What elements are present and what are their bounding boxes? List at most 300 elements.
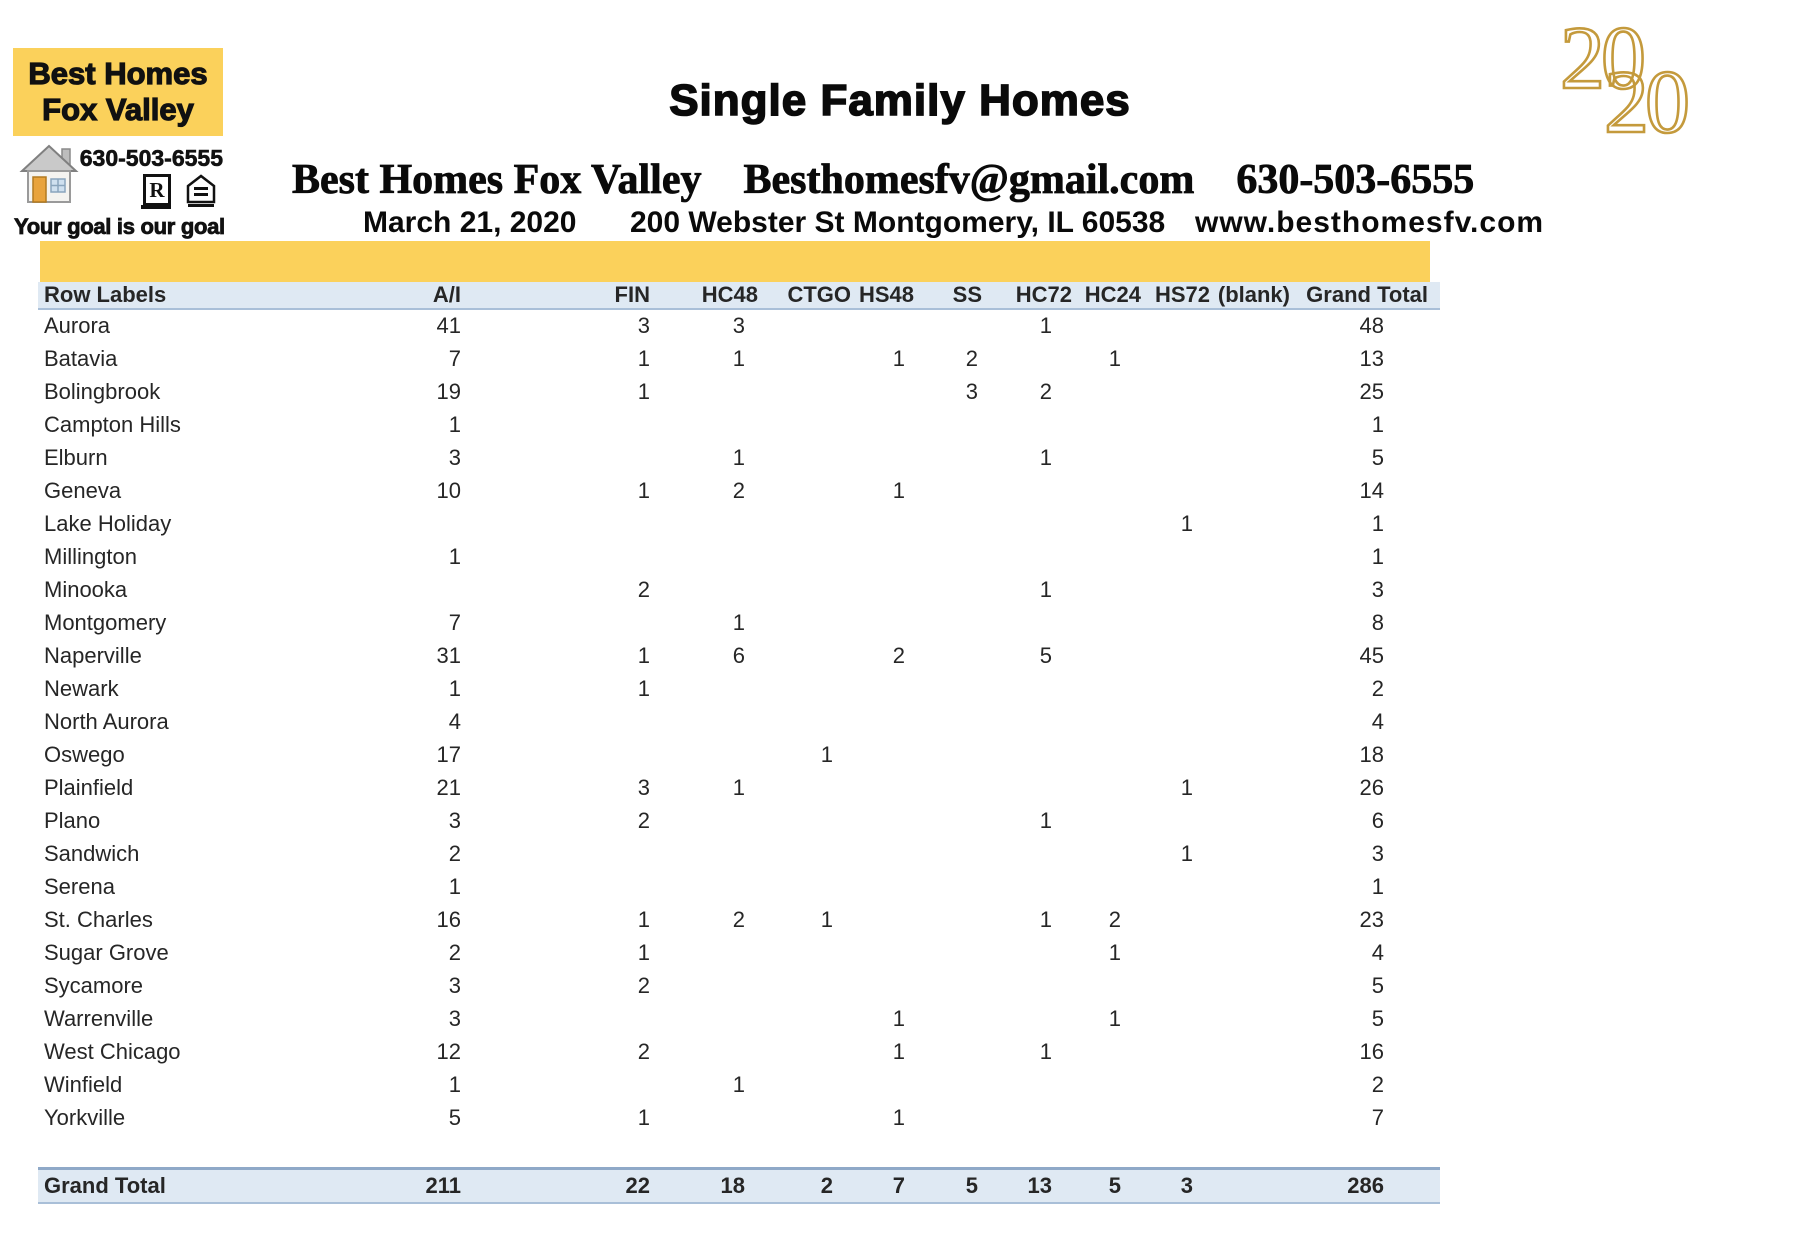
cell: 13 (1359, 345, 1384, 371)
cell (1212, 474, 1292, 507)
column-header-hc72: HC72 (984, 282, 1074, 309)
cell (984, 870, 1074, 903)
cell (1212, 969, 1292, 1002)
cell (984, 936, 1074, 969)
row-label: Sugar Grove (44, 939, 169, 965)
logo-text-line2: Fox Valley (42, 92, 194, 127)
cell: 2 (448, 939, 461, 965)
table-row (38, 1101, 1440, 1134)
table-row (38, 969, 1440, 1002)
cell (652, 507, 760, 540)
cell: 48 (1359, 313, 1384, 338)
cell (652, 969, 760, 1002)
cell (984, 1002, 1074, 1035)
cell: 1 (1108, 1005, 1121, 1031)
row-label: Campton Hills (44, 411, 181, 437)
cell (984, 540, 1074, 573)
table-row (38, 606, 1440, 639)
row-label: Elburn (44, 444, 108, 470)
cell: 1 (820, 906, 833, 932)
cell (916, 639, 984, 672)
cell (916, 870, 984, 903)
cell (1143, 441, 1212, 474)
cell (916, 1002, 984, 1035)
cell (1143, 639, 1212, 672)
cell (1074, 441, 1143, 474)
cell: 3 (637, 774, 650, 800)
table-footer (38, 1169, 1440, 1203)
cell (916, 1101, 984, 1134)
cell (916, 540, 984, 573)
table-header (38, 282, 1440, 309)
cell: 2 (1371, 1071, 1384, 1097)
table-row (38, 573, 1440, 606)
cell (652, 705, 760, 738)
cell: 1 (637, 939, 650, 965)
cell: 7 (1371, 1104, 1384, 1130)
cell: 1 (892, 345, 905, 371)
column-header-a-i: A/I (400, 282, 463, 309)
grand-total-cell: 7 (853, 1169, 916, 1203)
cell: 3 (965, 378, 978, 404)
cell (853, 441, 916, 474)
cell (1212, 639, 1292, 672)
cell (1074, 540, 1143, 573)
grand-total-cell: 5 (1074, 1169, 1143, 1203)
cell: 3 (1371, 840, 1384, 866)
cell: 21 (436, 774, 461, 800)
cell (853, 672, 916, 705)
row-label: Geneva (44, 477, 122, 503)
cell (760, 408, 853, 441)
cell (1074, 309, 1143, 342)
cell (652, 738, 760, 771)
cell (1143, 870, 1212, 903)
cell (652, 1101, 760, 1134)
row-label: Newark (44, 675, 119, 701)
cell: 2 (637, 576, 650, 602)
row-label: Minooka (44, 576, 128, 602)
cell (1212, 309, 1292, 342)
table-row (38, 672, 1440, 705)
grand-total-cell: 5 (916, 1169, 984, 1203)
cell: 1 (1180, 510, 1193, 536)
cell (463, 606, 652, 639)
logo-phone: 630-503-6555 (79, 145, 223, 171)
cell (652, 672, 760, 705)
cell: 6 (732, 642, 745, 668)
cell: 1 (892, 1005, 905, 1031)
cell (916, 969, 984, 1002)
cell (652, 804, 760, 837)
table-row (38, 1068, 1440, 1101)
office-address: 200 Webster St Montgomery, IL 60538 (630, 206, 1166, 239)
row-label: North Aurora (44, 708, 169, 734)
cell (760, 309, 853, 342)
cell: 2 (965, 345, 978, 371)
cell (1143, 738, 1212, 771)
row-label: Plano (44, 807, 101, 833)
cell (916, 672, 984, 705)
grand-total-cell (1212, 1169, 1292, 1203)
row-label: Plainfield (44, 774, 134, 800)
contact-email: Besthomesfv@gmail.com (743, 157, 1195, 203)
cell (760, 342, 853, 375)
cell (916, 507, 984, 540)
grand-total-cell: 22 (463, 1169, 652, 1203)
row-label: Oswego (44, 741, 125, 767)
cell (1143, 1101, 1212, 1134)
cell: 6 (1371, 807, 1384, 833)
cell (1074, 870, 1143, 903)
cell (1143, 1002, 1212, 1035)
cell (1212, 441, 1292, 474)
table-row (38, 1035, 1440, 1068)
cell: 18 (1359, 741, 1384, 767)
cell: 1 (1371, 411, 1384, 437)
table-row (38, 474, 1440, 507)
cell (853, 375, 916, 408)
cell (652, 1035, 760, 1068)
table-row (38, 705, 1440, 738)
cell (1212, 375, 1292, 408)
cell (760, 441, 853, 474)
cell (916, 606, 984, 639)
cell (1212, 1068, 1292, 1101)
cell (853, 738, 916, 771)
cell: 1 (637, 675, 650, 701)
yellow-band (40, 241, 1430, 282)
cell (652, 936, 760, 969)
cell (463, 705, 652, 738)
cell (853, 540, 916, 573)
cell (652, 870, 760, 903)
row-label: Batavia (44, 345, 118, 371)
cell (1212, 804, 1292, 837)
grand-total-cell: 286 (1292, 1169, 1440, 1203)
table-row (38, 837, 1440, 870)
cell (916, 705, 984, 738)
cell: 31 (436, 642, 461, 668)
cell (916, 903, 984, 936)
cell: 2 (637, 1038, 650, 1064)
cell (1212, 1002, 1292, 1035)
cell (1212, 936, 1292, 969)
cell (1212, 606, 1292, 639)
cell (463, 837, 652, 870)
cell (984, 672, 1074, 705)
cell (1212, 342, 1292, 375)
table-row (38, 903, 1440, 936)
cell: 3 (637, 313, 650, 338)
cell (760, 375, 853, 408)
row-label: Serena (44, 873, 115, 899)
house-icon (18, 141, 80, 210)
table-row (38, 342, 1440, 375)
cell: 1 (448, 675, 461, 701)
cell: 5 (448, 1104, 461, 1130)
cell: 1 (1371, 873, 1384, 899)
row-label: West Chicago (44, 1038, 181, 1064)
cell: 4 (1371, 939, 1384, 965)
cell (853, 1068, 916, 1101)
cell: 1 (732, 444, 745, 470)
cell: 41 (436, 313, 461, 338)
cell: 3 (448, 1005, 461, 1031)
cell (1212, 870, 1292, 903)
column-header-fin: FIN (463, 282, 652, 309)
table-row (38, 771, 1440, 804)
cell (984, 738, 1074, 771)
cell: 1 (1108, 345, 1121, 371)
cell (916, 408, 984, 441)
cell (1143, 474, 1212, 507)
pivot-table (38, 282, 1440, 1204)
cell (853, 408, 916, 441)
cell (916, 573, 984, 606)
cell (853, 870, 916, 903)
cell (1212, 573, 1292, 606)
cell (853, 309, 916, 342)
column-header-hc48: HC48 (652, 282, 760, 309)
row-label: St. Charles (44, 906, 153, 932)
cell: 1 (1180, 840, 1193, 866)
cell: 16 (1359, 1038, 1384, 1064)
cell (760, 1002, 853, 1035)
cell (652, 375, 760, 408)
cell (1074, 507, 1143, 540)
table-row (38, 936, 1440, 969)
row-label: Sandwich (44, 840, 140, 866)
cell: 1 (892, 477, 905, 503)
column-header-ctgo: CTGO (760, 282, 853, 309)
report-date: March 21, 2020 (363, 206, 577, 239)
cell: 7 (448, 609, 461, 635)
cell: 1 (637, 906, 650, 932)
column-header-grand-total: Grand Total (1292, 282, 1440, 309)
cell: 17 (436, 741, 461, 767)
cell (760, 474, 853, 507)
cell: 23 (1359, 906, 1384, 932)
cell: 5 (1039, 642, 1052, 668)
column-header-ss: SS (916, 282, 984, 309)
cell (1143, 1035, 1212, 1068)
cell: 1 (732, 609, 745, 635)
cell: 1 (732, 774, 745, 800)
cell (760, 507, 853, 540)
cell (984, 342, 1074, 375)
cell: 1 (448, 411, 461, 437)
cell (1212, 1101, 1292, 1134)
column-header-row-labels: Row Labels (38, 282, 400, 309)
cell: 1 (637, 378, 650, 404)
cell (853, 903, 916, 936)
cell: 8 (1371, 609, 1384, 635)
cell (1143, 1068, 1212, 1101)
cell (984, 705, 1074, 738)
row-label: Naperville (44, 642, 142, 668)
cell (853, 837, 916, 870)
cell (1143, 540, 1212, 573)
cell: 2 (448, 840, 461, 866)
cell (984, 507, 1074, 540)
cell (916, 771, 984, 804)
table-row (38, 738, 1440, 771)
row-label: Montgomery (44, 609, 167, 635)
cell (1143, 375, 1212, 408)
cell (1143, 969, 1212, 1002)
column-header-hs72: HS72 (1143, 282, 1212, 309)
grand-total-label: Grand Total (38, 1169, 400, 1203)
row-label: Lake Holiday (44, 510, 172, 536)
cell (1143, 309, 1212, 342)
badge-20-top: 20 (1560, 9, 1642, 108)
cell (1074, 738, 1143, 771)
cell: 2 (1039, 378, 1052, 404)
row-label: Bolingbrook (44, 378, 161, 404)
cell (984, 606, 1074, 639)
cell (916, 309, 984, 342)
row-label: Sycamore (44, 972, 144, 998)
cell (760, 540, 853, 573)
cell (1074, 573, 1143, 606)
cell (463, 408, 652, 441)
table-row (38, 309, 1440, 342)
cell (1212, 903, 1292, 936)
cell: 1 (892, 1038, 905, 1064)
cell: 1 (1371, 543, 1384, 569)
cell (984, 408, 1074, 441)
cell: 1 (637, 477, 650, 503)
cell: 1 (1039, 576, 1052, 602)
cell (760, 606, 853, 639)
cell (984, 1101, 1074, 1134)
column-header-hs48: HS48 (853, 282, 916, 309)
contact-phone: 630-503-6555 (1236, 157, 1475, 203)
cell (853, 771, 916, 804)
cell (400, 507, 463, 540)
cell (1074, 1068, 1143, 1101)
cell (760, 804, 853, 837)
cell (760, 771, 853, 804)
cell (1212, 408, 1292, 441)
cell (1212, 672, 1292, 705)
cell (463, 1002, 652, 1035)
cell (760, 573, 853, 606)
page-title: Single Family Homes (669, 76, 1131, 125)
cell (916, 738, 984, 771)
cell: 26 (1359, 774, 1384, 800)
cell (916, 474, 984, 507)
cell: 1 (732, 345, 745, 371)
cell: 2 (1108, 906, 1121, 932)
cell: 25 (1359, 378, 1384, 404)
cell (1143, 705, 1212, 738)
cell (1212, 738, 1292, 771)
row-label: Winfield (44, 1071, 123, 1097)
cell: 1 (1039, 906, 1052, 932)
cell: 1 (448, 873, 461, 899)
cell (1074, 639, 1143, 672)
cell (400, 573, 463, 606)
cell (1143, 936, 1212, 969)
cell (760, 672, 853, 705)
cell: 1 (637, 345, 650, 371)
cell (1074, 804, 1143, 837)
cell (463, 1068, 652, 1101)
table-row (38, 639, 1440, 672)
cell: 1 (1108, 939, 1121, 965)
cell (652, 837, 760, 870)
cell (1074, 375, 1143, 408)
cell: 1 (820, 741, 833, 767)
cell: 4 (448, 708, 461, 734)
cell (1074, 672, 1143, 705)
year-2020-badge (1560, 9, 1740, 164)
cell: 3 (448, 972, 461, 998)
cell (1212, 705, 1292, 738)
cell (652, 540, 760, 573)
row-label: Aurora (44, 313, 111, 338)
website-url: www.besthomesfv.com (1195, 206, 1545, 239)
contact-company: Best Homes Fox Valley (292, 157, 702, 203)
cell (1074, 705, 1143, 738)
cell (1143, 342, 1212, 375)
cell (1212, 771, 1292, 804)
cell: 5 (1371, 972, 1384, 998)
cell: 1 (637, 1104, 650, 1130)
cell (1143, 903, 1212, 936)
cell (652, 573, 760, 606)
cell (1143, 606, 1212, 639)
cell (916, 1035, 984, 1068)
cell (1143, 672, 1212, 705)
cell: 16 (436, 906, 461, 932)
table-row (38, 408, 1440, 441)
cell (1074, 606, 1143, 639)
cell (760, 1068, 853, 1101)
cell (1143, 573, 1212, 606)
cell (853, 936, 916, 969)
realtor-icon: R (143, 174, 171, 206)
cell: 1 (637, 642, 650, 668)
cell (916, 804, 984, 837)
cell (760, 837, 853, 870)
cell (1212, 837, 1292, 870)
cell (760, 1035, 853, 1068)
contact-line (292, 156, 1474, 204)
cell (463, 738, 652, 771)
cell (853, 507, 916, 540)
tagline: Your goal is our goal (14, 214, 225, 239)
cell: 3 (448, 444, 461, 470)
cell: 45 (1359, 642, 1384, 668)
cell: 1 (1039, 1038, 1052, 1064)
cell (984, 837, 1074, 870)
cell: 1 (448, 1071, 461, 1097)
cell: 3 (448, 807, 461, 833)
cell (984, 474, 1074, 507)
cell: 14 (1359, 477, 1384, 503)
cell (463, 540, 652, 573)
row-label: Yorkville (44, 1104, 126, 1130)
cell (853, 606, 916, 639)
cell: 5 (1371, 444, 1384, 470)
cell: 1 (1180, 774, 1193, 800)
table-row (38, 540, 1440, 573)
cell (853, 969, 916, 1002)
cell: 3 (1371, 576, 1384, 602)
